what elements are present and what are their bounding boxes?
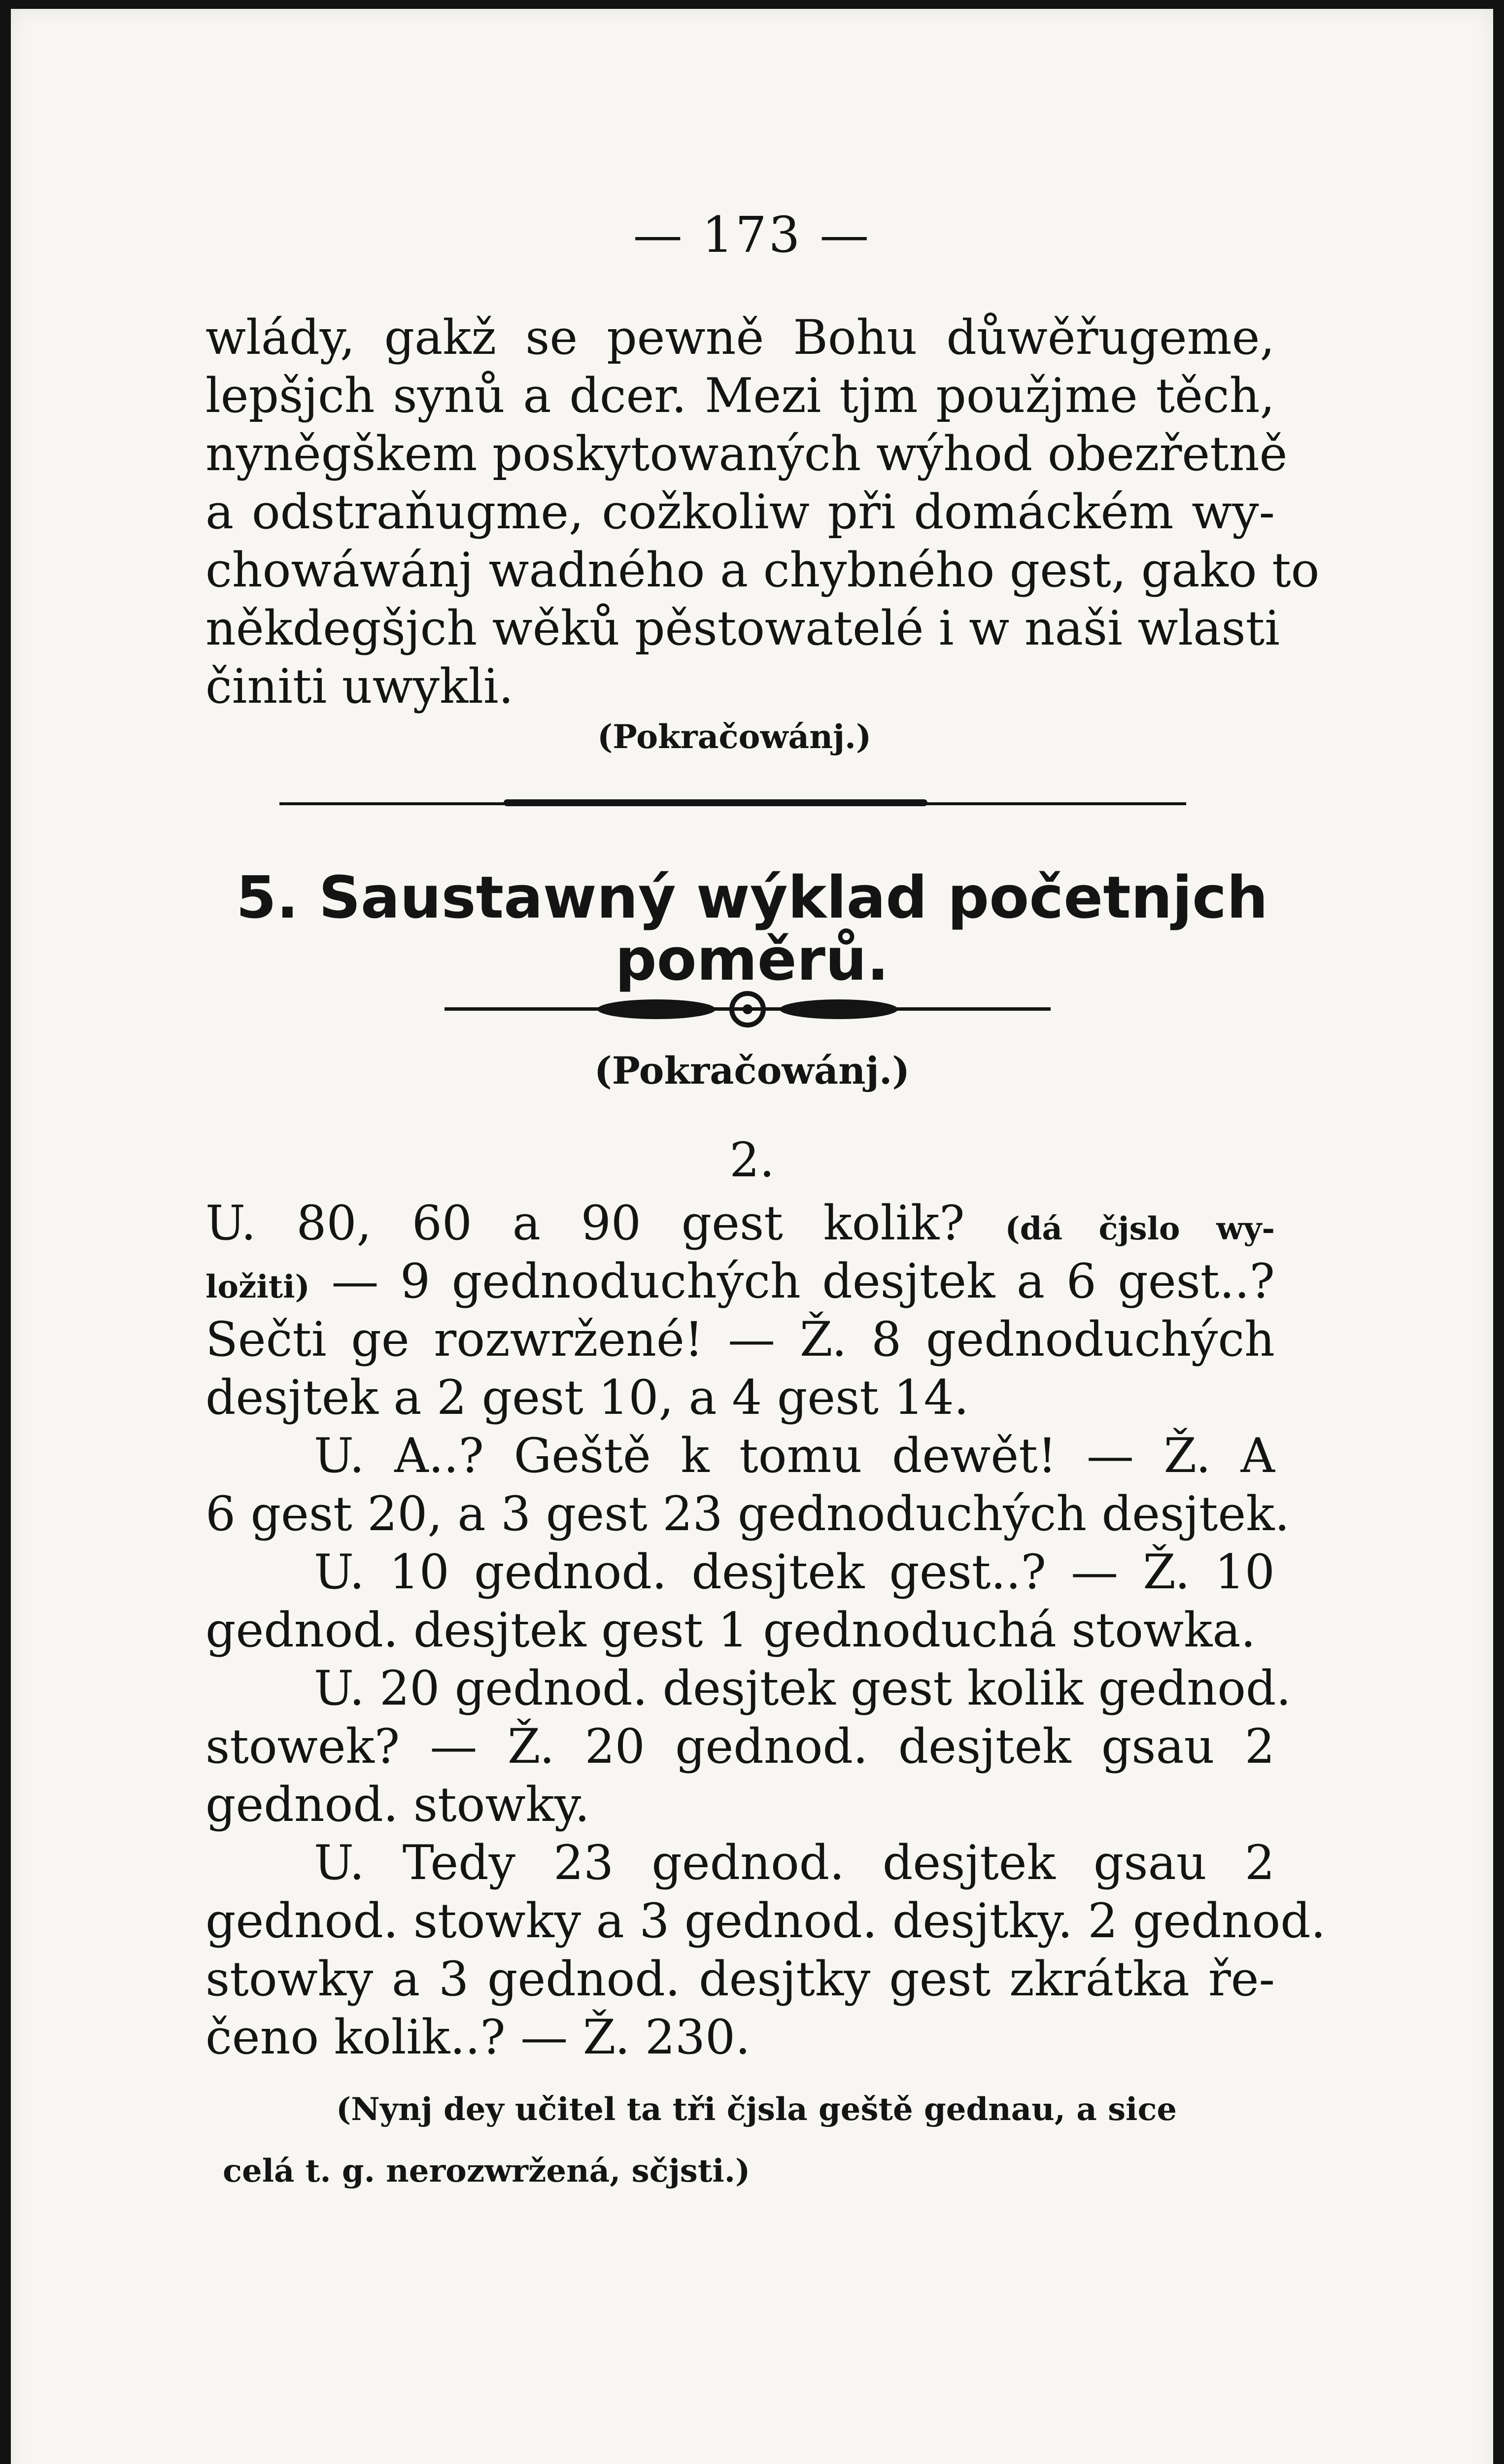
- body-line: [205, 1834, 1275, 1892]
- body-line-prefix: ložiti): [205, 1268, 310, 1305]
- page-number: — 173 —: [633, 206, 871, 264]
- document-page: [11, 9, 1493, 2464]
- intro-line: chowáwánj wadného a chybného gest, gako to: [205, 543, 1320, 598]
- body-line-text: gednod. stowky a 3 gednod. desjtky. 2 gednod.: [205, 1893, 1326, 1949]
- intro-line: lepšjch synů a dcer. Mezi tjm použjme těch,: [205, 368, 1275, 423]
- body-line-text: — 9 gednoduchých desjtek a 6 gest..?: [331, 1254, 1275, 1309]
- body-line-text: stowky a 3 gednod. desjtky gest zkrátka ře-: [205, 1951, 1275, 2007]
- intro-line: někdegšjch wěků pěstowatelé i w naši wlasti: [205, 601, 1280, 656]
- body-line: [205, 1252, 1275, 1310]
- body-line-text: desjtek a 2 gest 10, a 4 gest 14.: [205, 1370, 969, 1425]
- section-heading-line2: poměrů.: [615, 925, 889, 993]
- body-line: [205, 1601, 1275, 1659]
- intro-line: nyněgškem poskytowaných wýhod obezřetně: [205, 426, 1288, 481]
- intro-line: a odstraňugme, cožkoliw při domáckém wy-: [205, 484, 1275, 540]
- intro-line: činiti uwykli.: [205, 659, 514, 714]
- body-line-text: gednod. stowky.: [205, 1777, 590, 1832]
- continuation-note-2: (Pokračowánj.): [594, 1049, 910, 1093]
- body-line: [205, 1194, 1275, 1252]
- body-line-text: gednod. desjtek gest 1 gednoduchá stowka.: [205, 1603, 1256, 1658]
- body-line: [205, 1310, 1275, 1369]
- body-line: [205, 1659, 1291, 1717]
- body-line-text: stowek? — Ž. 20 gednod. desjtek gsau 2: [205, 1719, 1275, 1774]
- section-heading-line1: 5. Saustawný wýklad početnjch: [236, 863, 1268, 931]
- body-line: [205, 1950, 1275, 2008]
- ornament-divider: [444, 990, 1051, 1029]
- body-line-text: U. Tedy 23 gednod. desjtek gsau 2: [314, 1835, 1275, 1890]
- closing-note-line1: (Nynj dey učitel ta tři čjsla geště gednau, a sice: [336, 2091, 1177, 2128]
- body-line: [205, 1427, 1275, 1485]
- section-divider-thick: [504, 799, 927, 806]
- body-line-text: Sečti ge rozwržené! — Ž. 8 gednoduchých: [205, 1312, 1275, 1367]
- continuation-note: (Pokračowánj.): [597, 718, 872, 756]
- body-line: [205, 1776, 1275, 1834]
- body-line-text: U. A..? Geště k tomu dewět! — Ž. A: [314, 1428, 1275, 1483]
- body-line-note: (dá čjslo wy-: [1005, 1210, 1275, 1247]
- body-line: [205, 1369, 1275, 1427]
- body-line-text: 6 gest 20, a 3 gest 23 gednoduchých desjtek.: [205, 1486, 1290, 1541]
- body-line-text: U. 10 gednod. desjtek gest..? — Ž. 10: [314, 1544, 1275, 1600]
- body-line: [205, 1892, 1326, 1950]
- body-line-text: U. 80, 60 a 90 gest kolik?: [205, 1196, 965, 1251]
- intro-paragraph: [205, 308, 1320, 716]
- body-line-text: U. 20 gednod. desjtek gest kolik gednod.: [314, 1661, 1291, 1716]
- body-line: [205, 1717, 1275, 1776]
- subsection-number: 2.: [729, 1132, 775, 1188]
- closing-note-line2: celá t. g. nerozwržená, sčjsti.): [223, 2153, 751, 2190]
- body-paragraph: [205, 1194, 1326, 2066]
- body-line: [205, 1485, 1290, 1543]
- body-line-text: čeno kolik..? — Ž. 230.: [205, 2010, 751, 2065]
- body-line: [205, 2008, 1275, 2066]
- section-heading: [11, 863, 1493, 993]
- body-line: [205, 1543, 1275, 1601]
- intro-line: wlády, gakž se pewně Bohu důwěřugeme,: [205, 310, 1275, 365]
